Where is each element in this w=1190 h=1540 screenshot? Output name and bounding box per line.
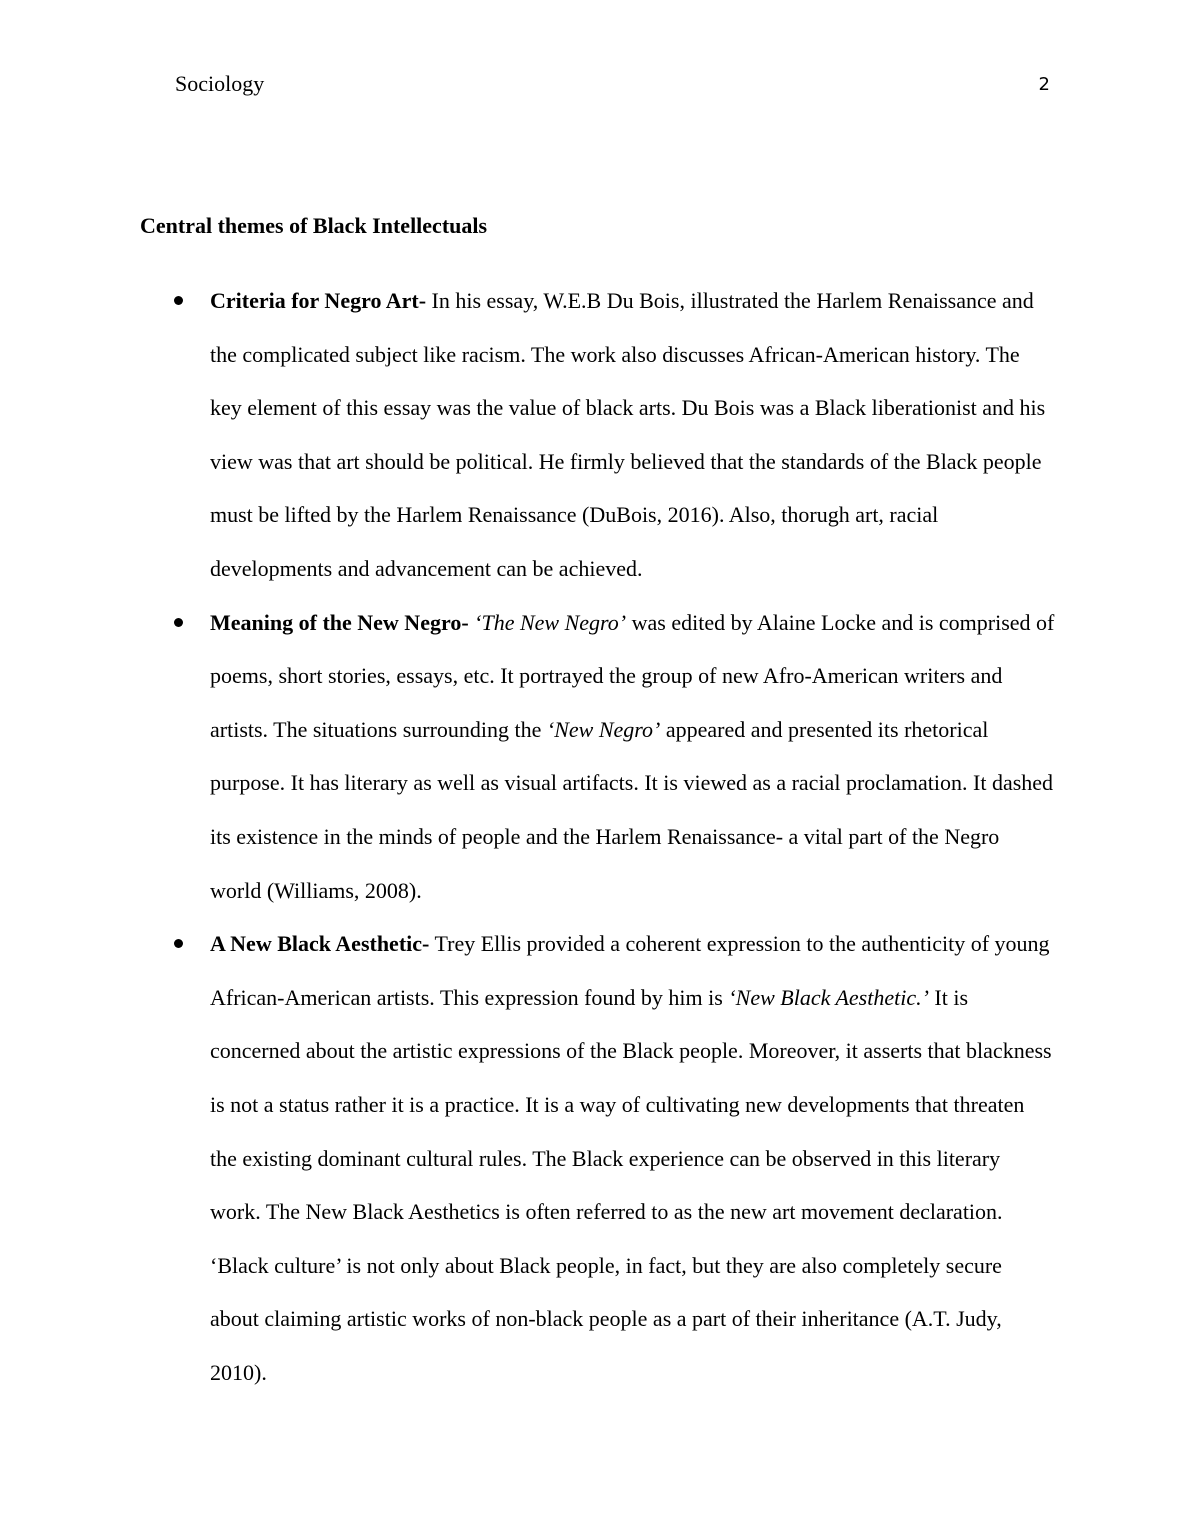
item-text-part-b: It is concerned about the artistic expressions of the Black people. Moreover, it asserts that blackness is not a status rather it is a practice. It is a way of cultivating new developments that threaten the existing dominant cultural rules. The Black experience can be observed in this literary work. The New Black Aesthetics is often referred to as the new art movement declaration. ‘Black culture’ is not only about Black people, in fact, but they are also completely secure about claiming artistic works of non-black people as a part of their inheritance (A.T. Judy, 2010). bbox=[210, 984, 1052, 1385]
bullet-icon bbox=[174, 939, 183, 948]
item-term: Criteria for Negro Art- bbox=[210, 288, 427, 313]
item-term: Meaning of the New Negro- bbox=[210, 609, 469, 635]
running-head: Sociology bbox=[175, 71, 265, 96]
section-heading: Central themes of Black Intellectuals bbox=[140, 213, 488, 238]
item-text: In his essay, W.E.B Du Bois, illustrated the Harlem Renaissance and the complicated subject like racism. The work also discusses African-American history. The key element of this essay was the value of black arts. Du Bois was a Black liberationist and his view was that art should be political. He firmly believed that the standards of the Black people must be lifted by the Harlem Renaissance (DuBois, 2016). Also, thorugh art, racial developments and advancement can be achieved. bbox=[210, 288, 1046, 581]
item-text-part-b: appeared and presented its rhetorical purpose. It has literary as well as visual artifacts. It is viewed as a racial proclamation. It dashed its existence in the minds of people and the Harlem Renaissance- a vital part of the Negro world (Williams, 2008). bbox=[210, 716, 1054, 903]
item-italic-title: ‘New Black Aesthetic.’ bbox=[728, 984, 929, 1010]
bullet-icon bbox=[174, 296, 183, 305]
item-italic-title-b: ‘New Negro’ bbox=[546, 716, 661, 742]
list-item-new-black-aesthetic bbox=[210, 917, 1055, 1399]
item-italic-title: ‘The New Negro’ bbox=[468, 609, 627, 635]
page-number: 2 bbox=[1038, 74, 1050, 95]
list-item-meaning-of-new-negro bbox=[210, 596, 1055, 918]
item-term: A New Black Aesthetic- bbox=[210, 931, 430, 957]
themes-bullet-list bbox=[210, 274, 1055, 1399]
item-text-part-a: was edited by Alaine Locke and is comprised of poems, short stories, essays, etc. It portrayed the group of new Afro-American writers and artists. The situations surrounding the bbox=[210, 609, 1055, 742]
list-item-criteria-for-negro-art bbox=[210, 274, 1055, 596]
bullet-icon bbox=[174, 618, 183, 627]
item-text-part-a: Trey Ellis provided a coherent expression to the authenticity of young African-American artists. This expression found by him is bbox=[210, 931, 1050, 1010]
